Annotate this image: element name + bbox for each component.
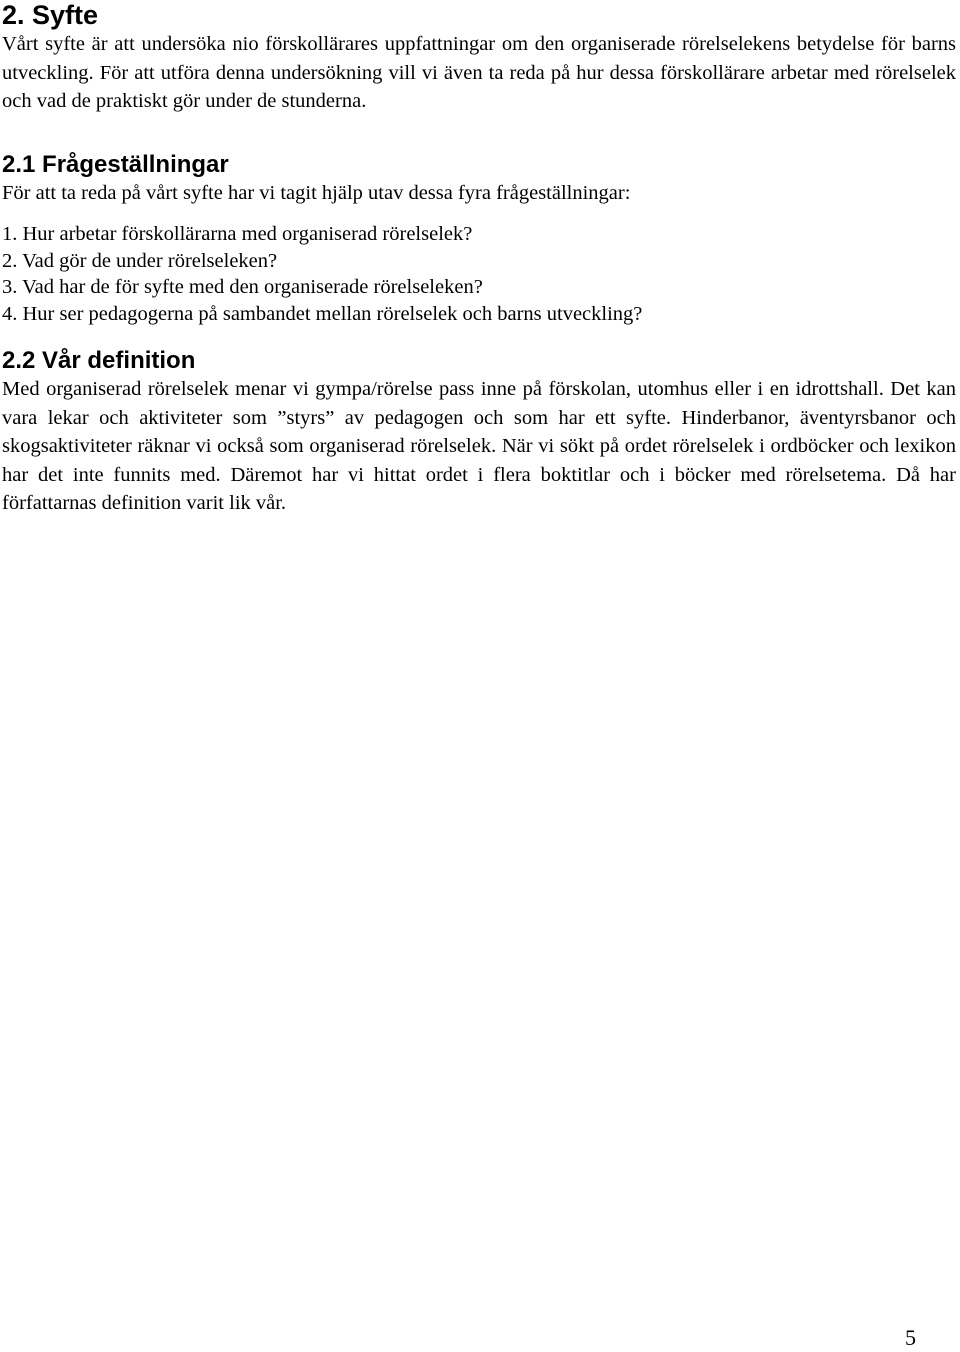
- list-item: 4. Hur ser pedagogerna på sambandet mellan rörelselek och barns utveckling?: [2, 302, 643, 325]
- list-item: 3. Vad har de för syfte med den organiserade rörelseleken?: [2, 276, 483, 298]
- page-number: 5: [905, 1325, 916, 1350]
- spacer: [2, 116, 956, 151]
- subsection-heading-questions: 2.1 Frågeställningar: [2, 150, 229, 178]
- page-content: [2, 0, 956, 518]
- questions-intro: För att ta reda på vårt syfte har vi tagit hjälp utav dessa fyra frågeställningar:: [2, 181, 631, 204]
- list-item: 2. Vad gör de under rörelseleken?: [2, 249, 278, 272]
- subsection-heading-definition: 2.2 Vår definition: [2, 347, 196, 374]
- list-item: 1. Hur arbetar förskollärarna med organiserad rörelselek?: [2, 223, 473, 245]
- spacer: [2, 207, 956, 221]
- question-list: [2, 221, 956, 327]
- spacer: [2, 327, 956, 347]
- purpose-paragraph: Vårt syfte är att undersöka nio förskollärares uppfattningar om den organiserade rörelselekens betydelse för barns utveckling. För att utföra denna undersökning vill vi även ta reda på hur dessa förskollärare arbetar med rörelselek och vad de praktiskt gör under de stunderna.: [2, 33, 956, 112]
- section-heading: 2. Syfte: [2, 0, 99, 30]
- definition-paragraph: Med organiserad rörelselek menar vi gympa/rörelse pass inne på förskolan, utomhus eller i en idrottshall. Det kan vara lekar och aktiviteter som ”styrs” av pedagogen och som har ett syfte. Hinderbanor, äventyrsbanor och skogsaktiviteter räknar vi också som organiserad rörelselek. När vi sökt på ordet rörelselek i ordböcker och lexikon har det inte funnits med. Däremot har vi hittat ordet i flera boktitlar och i böcker med rörelsetema. Då har författarnas definition varit lik vår.: [2, 378, 956, 514]
